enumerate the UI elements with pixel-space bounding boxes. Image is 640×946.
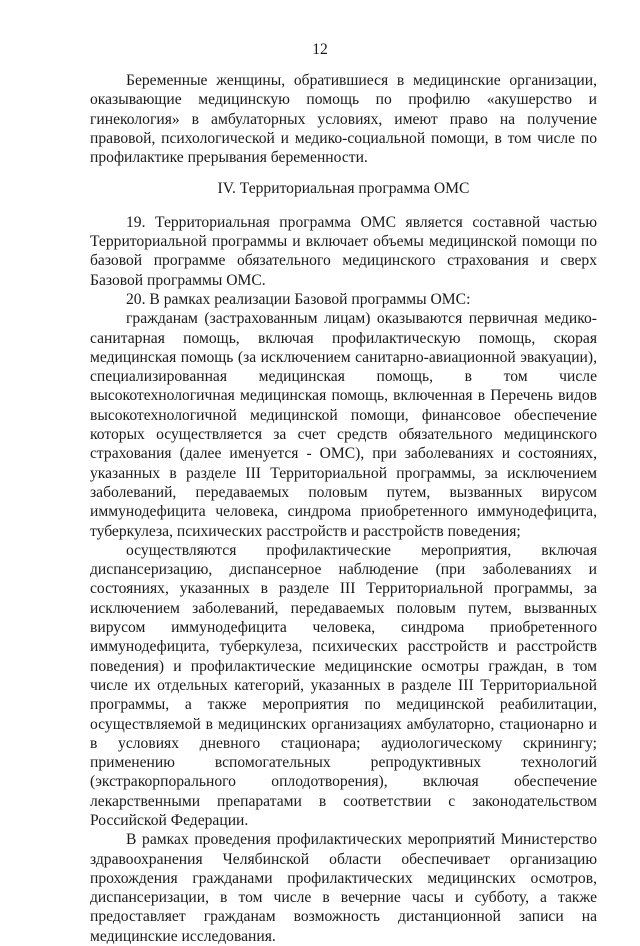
paragraph-preventive-measures: осуществляются профилактические мероприятия, включая диспансеризацию, диспансерное наблюдение (при заболеваниях и состояниях, указанных в разделе III Территориальной программы, за исключением заболеваний, передаваемых половым путем, вызванных вирусом иммунодефицита человека, синдрома приобретенного иммунодефицита, туберкулеза, психических расстройств и расстройств поведения) и профилактические медицинские осмотры граждан, в том числе их отдельных категорий, указанных в разделе III Территориальной программы, а также мероприятия по медицинской реабилитации, осуществляемой в медицинских организациях амбулаторно, стационарно и в условиях дневного стационара; аудиологическому скринингу; применению вспомогательных репродуктивных технологий (экстракорпорального оплодотворения), включая обеспечение лекарственными препаратами в соответствии с законодательством Российской Федерации. bbox=[90, 541, 597, 829]
page-number: 12 bbox=[312, 41, 328, 58]
paragraph-19: 19. Территориальная программа ОМС является составной частью Территориальной программы и включает объемы медицинской помощи по базовой программе обязательного медицинского страхования и сверх Базовой программы ОМС. bbox=[90, 213, 597, 289]
paragraph-20: 20. В рамках реализации Базовой программы ОМС: bbox=[126, 290, 471, 308]
intro-paragraph: Беременные женщины, обратившиеся в медицинские организации, оказывающие медицинскую помощь по профилю «акушерство и гинекология» в амбулаторных условиях, имеют право на получение правовой, психологической и медико-социальной помощи, в том числе по профилактике прерывания беременности. bbox=[90, 72, 597, 167]
section-heading: IV. Территориальная программа ОМС bbox=[217, 180, 470, 198]
paragraph-citizens-care: гражданам (застрахованным лицам) оказываются первичная медико-санитарная помощь, включая профилактическую помощь, скорая медицинская помощь (за исключением санитарно-авиационной эвакуации), специализированная медицинская помощь, в том числе высокотехнологичная медицинская помощь, включенная в Перечень видов высокотехнологичной медицинской помощи, финансовое обеспечение которых осуществляется за счет средств обязательного медицинского страхования (далее именуется - ОМС), при заболеваниях и состояниях, указанных в разделе III Территориальной программы, за исключением заболеваний, передаваемых половым путем, вызванных вирусом иммунодефицита человека, синдрома приобретенного иммунодефицита, туберкулеза, психических расстройств и расстройств поведения; bbox=[90, 310, 597, 540]
paragraph-ministry-organization: В рамках проведения профилактических мероприятий Министерство здравоохранения Челябинской области обеспечивает организацию прохождения гражданами профилактических медицинских осмотров, диспансеризации, в том числе в вечерние часы и субботу, а также предоставляет гражданам возможность дистанционной записи на медицинские исследования. bbox=[90, 831, 597, 945]
document-body bbox=[90, 71, 597, 946]
